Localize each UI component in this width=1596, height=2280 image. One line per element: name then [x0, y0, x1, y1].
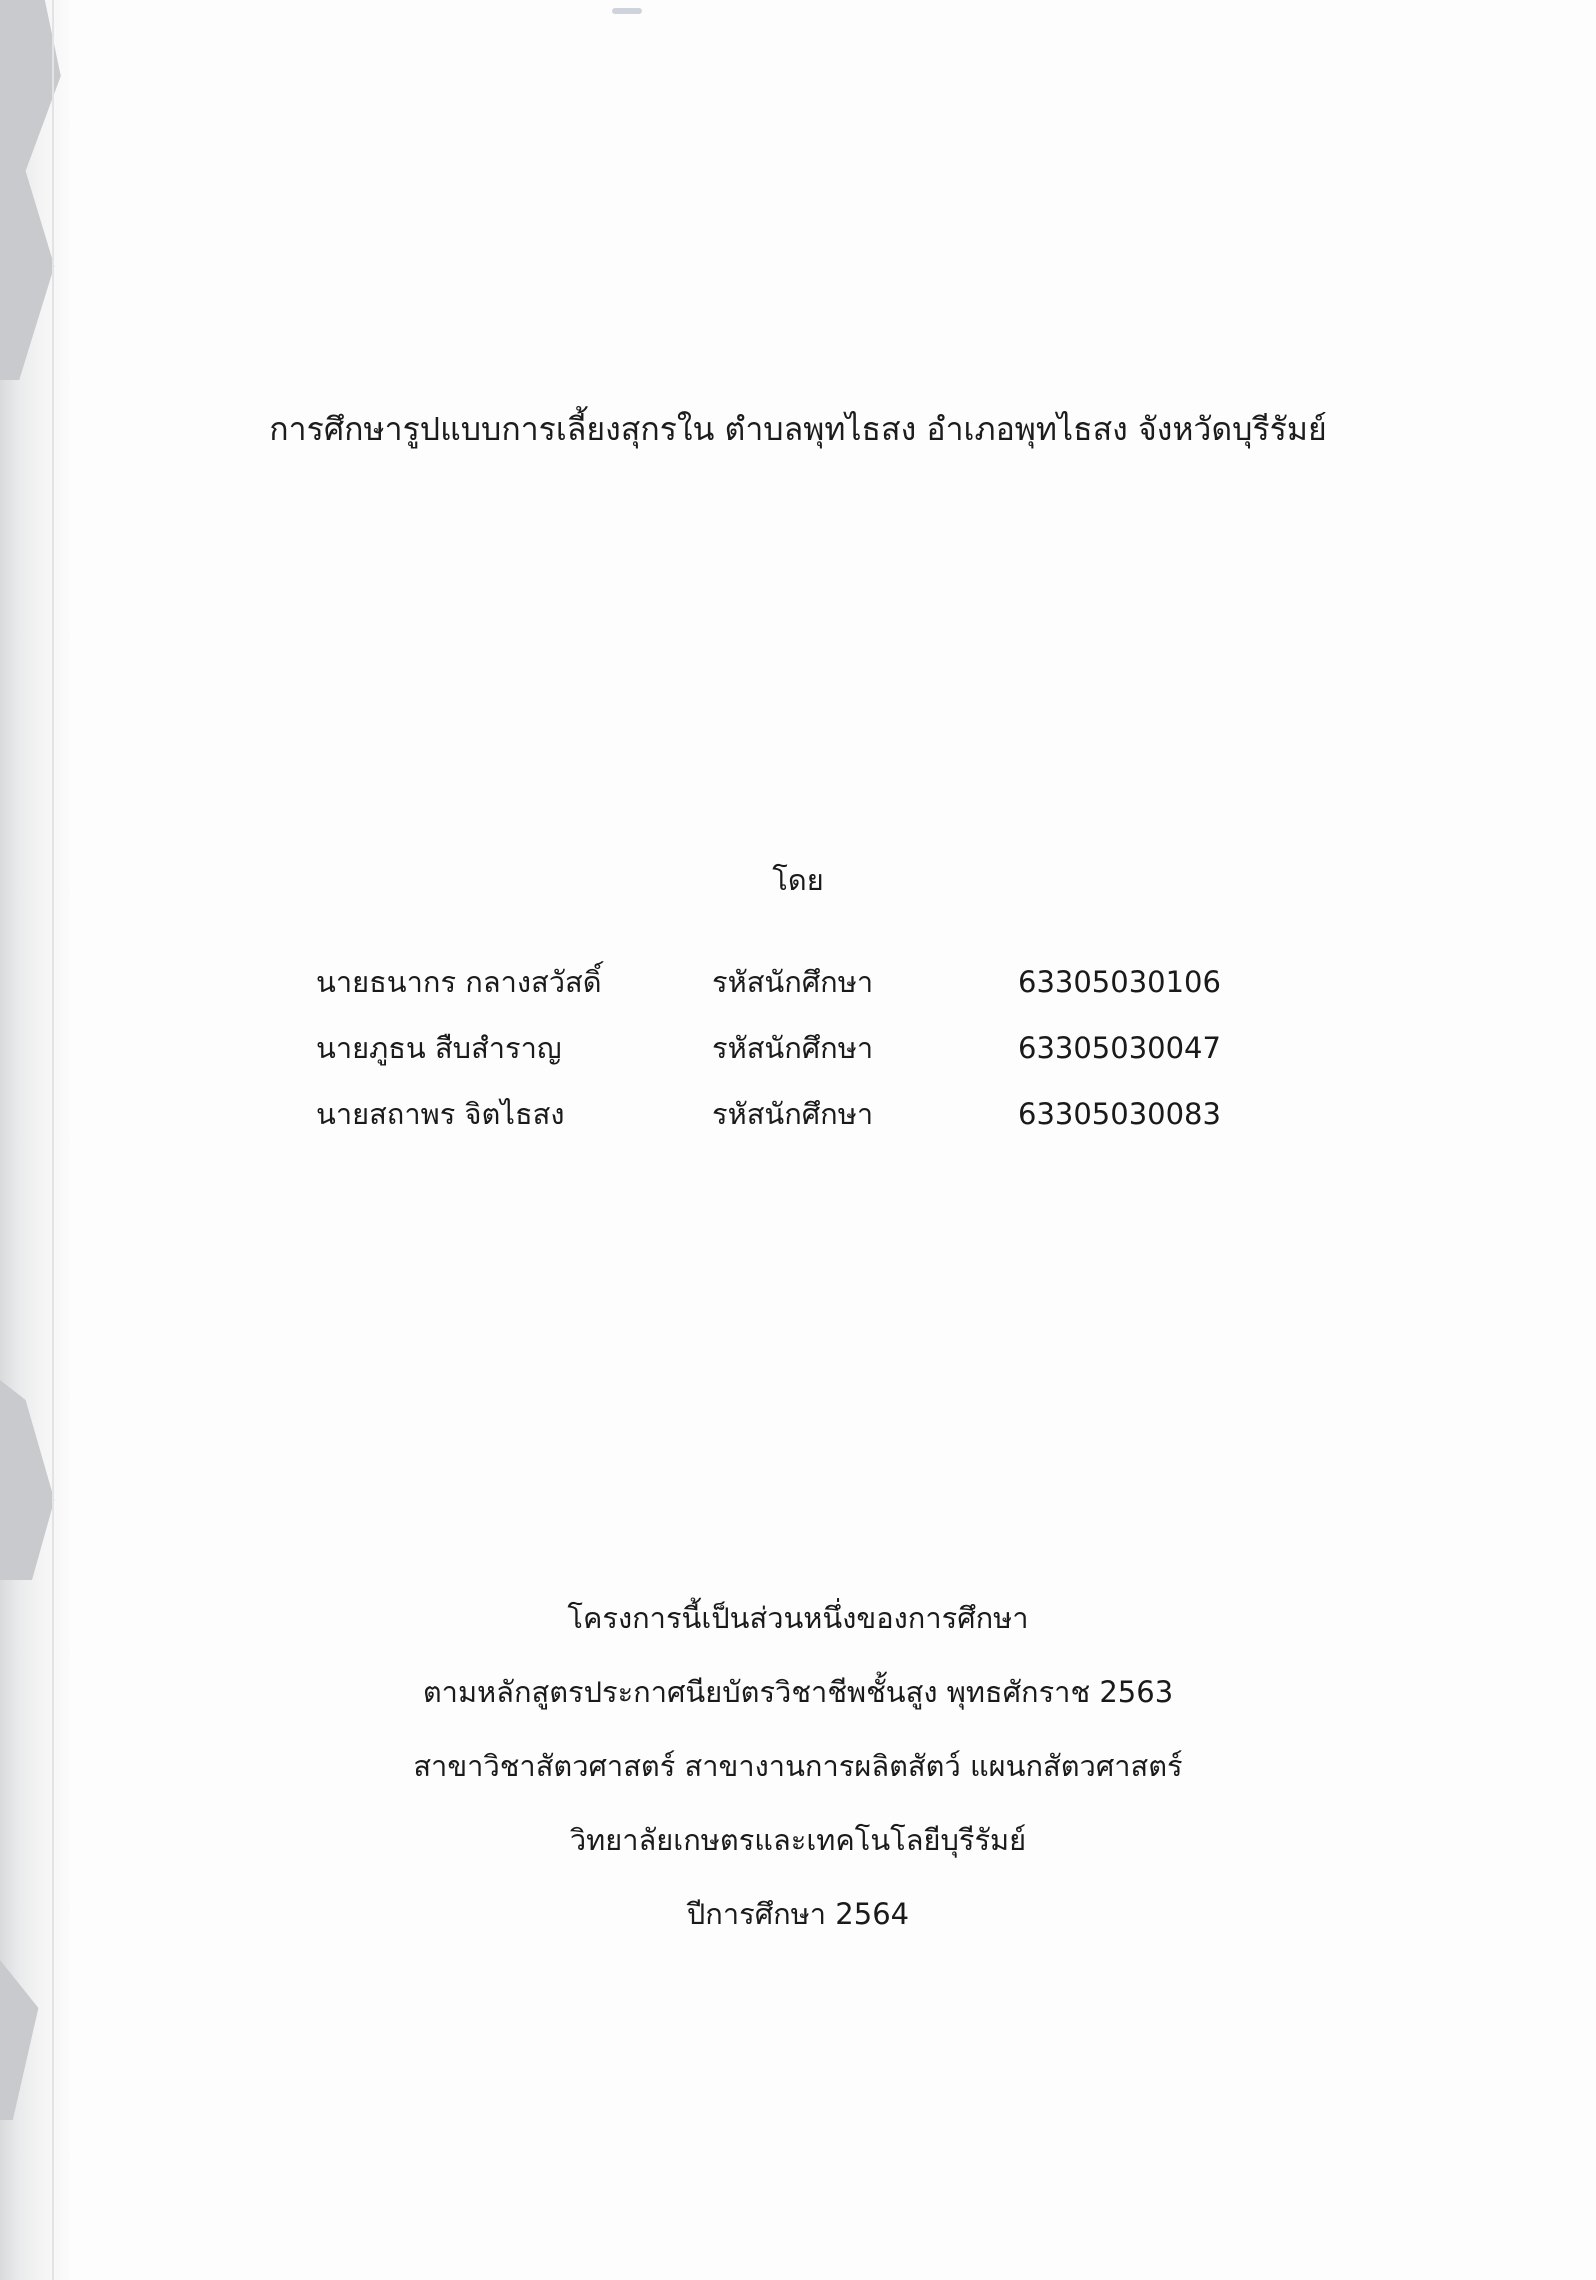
student-id-label: รหัสนักศึกษา: [712, 1097, 874, 1131]
scan-mark: [612, 8, 642, 14]
project-note-line: โครงการนี้เป็นส่วนหนึ่งของการศึกษา: [567, 1601, 1029, 1635]
project-statement: [0, 1596, 1596, 1966]
author-name: นายสถาพร จิตไธสง: [316, 1097, 565, 1131]
author-list: [316, 960, 1296, 1158]
department-line: สาขาวิชาสัตวศาสตร์ สาขางานการผลิตสัตว์ แผนกสัตวศาสตร์: [413, 1749, 1183, 1783]
student-id: 63305030047: [1018, 1031, 1221, 1065]
author-row: [316, 1092, 1296, 1158]
student-id: 63305030083: [1018, 1097, 1221, 1131]
torn-edge: [0, 1960, 64, 2120]
author-name: นายธนากร กลางสวัสดิ์: [316, 965, 602, 999]
torn-edge: [0, 1380, 64, 1580]
academic-year: ปีการศึกษา 2564: [686, 1897, 910, 1931]
document-title: การศึกษารูปแบบการเลี้ยงสุกรใน ตำบลพุทไธสง อำเภอพุทไธสง จังหวัดบุรีรัมย์: [269, 410, 1327, 448]
student-id: 63305030106: [1018, 965, 1221, 999]
student-id-label: รหัสนักศึกษา: [712, 1031, 874, 1065]
author-row: [316, 1026, 1296, 1092]
college-name: วิทยาลัยเกษตรและเทคโนโลยีบุรีรัมย์: [569, 1823, 1027, 1857]
author-row: [316, 960, 1296, 1026]
torn-edge: [0, 0, 64, 380]
by-label: โดย: [772, 863, 824, 897]
curriculum-line: ตามหลักสูตรประกาศนียบัตรวิชาชีพชั้นสูง พุทธศักราช 2563: [422, 1675, 1174, 1709]
author-name: นายภูธน สืบสำราญ: [316, 1031, 562, 1065]
student-id-label: รหัสนักศึกษา: [712, 965, 874, 999]
